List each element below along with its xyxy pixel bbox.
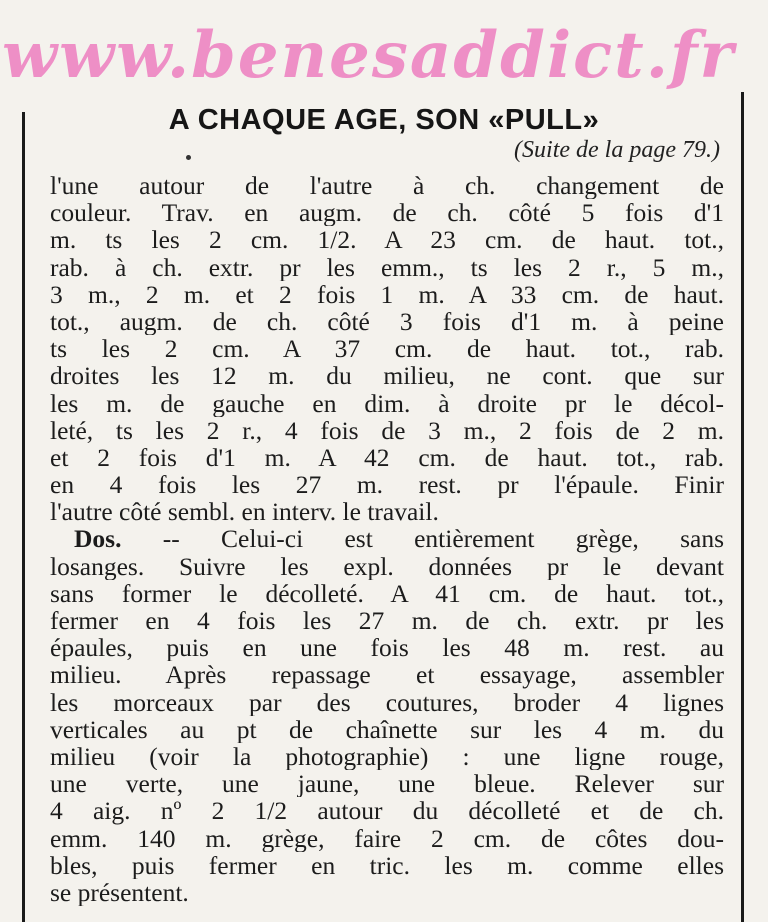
text-line: emm. 140 m. grège, faire 2 cm. de côtes dou- xyxy=(50,824,724,852)
text-line: les m. de gauche en dim. à droite pr le décol- xyxy=(50,389,724,417)
article-body xyxy=(50,172,724,906)
dos-line-text: -- Celui-ci est entièrement grège, sans xyxy=(121,525,724,553)
text-line: en 4 fois les 27 m. rest. pr l'épaule. Finir xyxy=(50,471,724,499)
text-line: couleur. Trav. en augm. de ch. côté 5 fois d'1 xyxy=(50,199,724,227)
paragraph-back xyxy=(50,553,724,906)
article-title: A CHAQUE AGE, SON «PULL» xyxy=(168,104,600,136)
text-line: milieu. Après repassage et essayage, assembler xyxy=(50,661,724,689)
text-line: l'autre côté sembl. en interv. le travail. xyxy=(50,498,439,526)
paragraph-front xyxy=(50,172,724,525)
text-line: leté, ts les 2 r., 4 fois de 3 m., 2 fois de 2 m. xyxy=(50,416,724,444)
text-line: rab. à ch. extr. pr les emm., ts les 2 r., 5 m., xyxy=(50,253,724,281)
text-line: une verte, une jaune, une bleue. Relever sur xyxy=(50,770,724,798)
print-speck xyxy=(186,155,191,160)
text-line: fermer en 4 fois les 27 m. de ch. extr. pr les xyxy=(50,607,724,635)
text-line: droites les 12 m. du milieu, ne cont. que sur xyxy=(50,362,724,390)
text-line: verticales au pt de chaînette sur les 4 m. du xyxy=(50,715,724,743)
text-line: tot., augm. de ch. côté 3 fois d'1 m. à peine xyxy=(50,307,724,336)
continuation-note: (Suite de la page 79.) xyxy=(514,137,720,163)
left-column-rule xyxy=(22,112,25,922)
text-line: milieu (voir la photographie) : une ligne rouge, xyxy=(50,742,724,771)
watermark: www.benesaddict.fr xyxy=(2,18,736,93)
text-line: épaules, puis en une fois les 48 m. rest. au xyxy=(50,634,724,662)
right-column-rule xyxy=(741,92,744,922)
text-line: ts les 2 cm. A 37 cm. de haut. tot., rab. xyxy=(50,335,724,363)
text-line: l'une autour de l'autre à ch. changement de xyxy=(50,172,724,200)
text-line: m. ts les 2 cm. 1/2. A 23 cm. de haut. tot., xyxy=(50,226,724,254)
text-line: losanges. Suivre les expl. données pr le devant xyxy=(50,552,724,580)
text-line: 3 m., 2 m. et 2 fois 1 m. A 33 cm. de haut. xyxy=(50,280,724,308)
text-line: et 2 fois d'1 m. A 42 cm. de haut. tot., rab. xyxy=(50,443,724,472)
text-line: 4 aig. nº 2 1/2 autour du décolleté et de ch. xyxy=(50,797,724,825)
dos-label: Dos. xyxy=(74,525,122,553)
text-line: bles, puis fermer en tric. les m. comme elles xyxy=(50,851,724,879)
text-line: se présentent. xyxy=(50,878,189,907)
paragraph-back-first-line xyxy=(50,525,724,552)
text-line: sans former le décolleté. A 41 cm. de haut. tot., xyxy=(50,579,724,607)
text-line: les morceaux par des coutures, broder 4 lignes xyxy=(50,688,724,716)
